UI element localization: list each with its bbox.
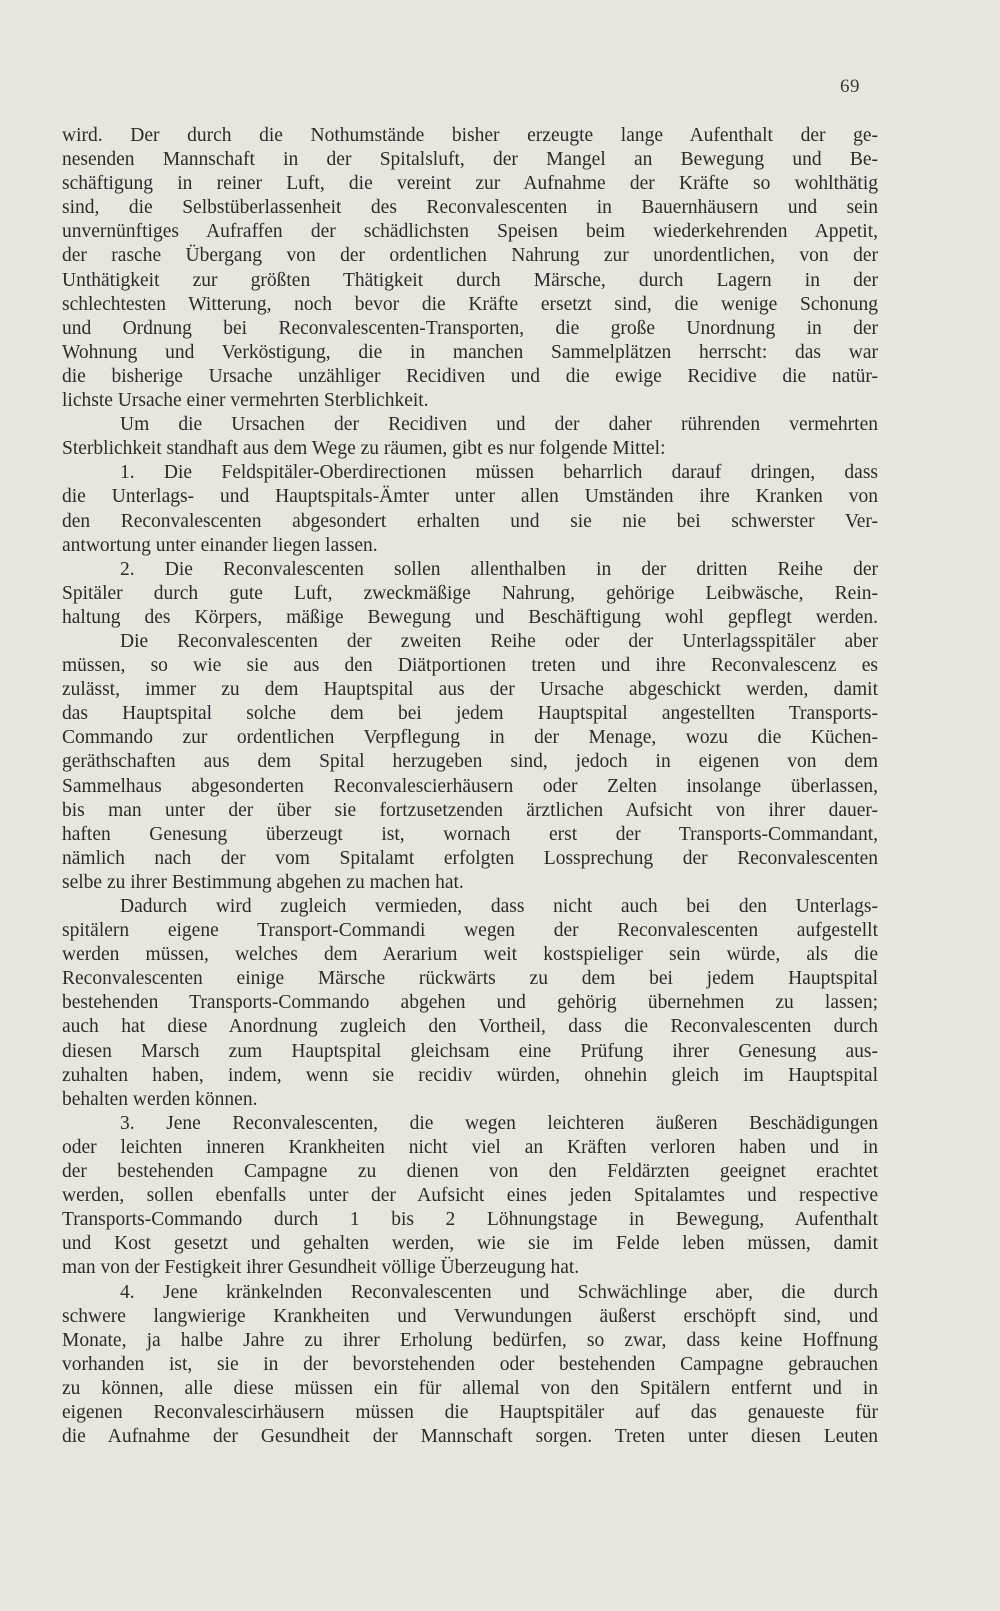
text-line: Monate, ja halbe Jahre zu ihrer Erholung bedürfen, so zwar, dass keine Hoffnung <box>62 1329 878 1351</box>
text-line: das Hauptspital solche dem bei jedem Hauptspital angestellten Transports- <box>62 703 878 725</box>
text-line: Dadurch wird zugleich vermieden, dass nicht auch bei den Unterlags- <box>120 896 878 917</box>
text-line: lichste Ursache einer vermehrten Sterblichkeit. <box>62 390 429 412</box>
text-line: bis man unter der über sie fortzusetzenden ärztlichen Aufsicht von ihrer dauer- <box>62 799 878 821</box>
text-line: zuhalten haben, indem, wenn sie recidiv würden, ohnehin gleich im Hauptspital <box>62 1064 878 1086</box>
text-line: eigenen Reconvalescirhäusern müssen die Hauptspitäler auf das genaueste für <box>62 1401 878 1423</box>
page-number: 69 <box>840 76 860 97</box>
text-line: werden, sollen ebenfalls unter der Aufsicht eines jeden Spitalamtes und respective <box>62 1185 878 1207</box>
text-line: selbe zu ihrer Bestimmung abgehen zu machen hat. <box>62 871 464 893</box>
text-line: Die Reconvalescenten der zweiten Reihe oder der Unterlagsspitäler aber <box>120 630 878 652</box>
text-line: werden müssen, welches dem Aerarium weit kostspieliger sein würde, als die <box>62 944 878 966</box>
text-line: haften Genesung überzeugt ist, wornach erst der Transports-Commandant, <box>62 823 878 845</box>
text-line: nämlich nach der vom Spitalamt erfolgten Lossprechung der Reconvalescenten <box>62 847 878 869</box>
text-line: zu können, alle diese müssen ein für allemal von den Spitälern entfernt und in <box>62 1377 878 1399</box>
text-line: den Reconvalescenten abgesondert erhalten und sie nie bei schwerster Ver- <box>62 510 878 532</box>
text-line: unvernünftiges Aufraffen der schädlichsten Speisen beim wiederkehrenden Appetit, <box>62 221 878 243</box>
text-line: sind, die Selbstüberlassenheit des Reconvalescenten in Bauernhäusern und sein <box>62 197 878 219</box>
text-line: behalten werden können. <box>62 1088 258 1110</box>
text-line: nesenden Mannschaft in der Spitalsluft, der Mangel an Bewegung und Be- <box>62 149 878 171</box>
text-line: auch hat diese Anordnung zugleich den Vortheil, dass die Reconvalescenten durch <box>62 1016 878 1038</box>
text-line: spitälern eigene Transport-Commandi wegen der Reconvalescenten aufgestellt <box>62 920 878 942</box>
text-line: diesen Marsch zum Hauptspital gleichsam eine Prüfung ihrer Genesung aus- <box>62 1040 878 1062</box>
text-line: oder leichten inneren Krankheiten nicht viel an Kräften verloren haben und in <box>62 1136 878 1158</box>
text-line: Sterblichkeit standhaft aus dem Wege zu räumen, gibt es nur folgende Mittel: <box>62 438 666 460</box>
text-line: der rasche Übergang von der ordentlichen Nahrung zur unordentlichen, von der <box>62 245 878 267</box>
text-line: 1. Die Feldspitäler-Oberdirectionen müssen beharrlich darauf dringen, dass <box>120 462 878 484</box>
text-line: geräthschaften aus dem Spital herzugeben sind, jedoch in eigenen von dem <box>62 751 878 773</box>
text-line: Um die Ursachen der Recidiven und der daher rührenden vermehrten <box>120 414 878 436</box>
text-line: Reconvalescenten einige Märsche rückwärts zu dem bei jedem Hauptspital <box>62 968 878 990</box>
text-line: vorhanden ist, sie in der bevorstehenden oder bestehenden Campagne gebrauchen <box>62 1353 878 1375</box>
text-line: die Aufnahme der Gesundheit der Mannschaft sorgen. Treten unter diesen Leuten <box>62 1426 878 1448</box>
text-line: Spitäler durch gute Luft, zweckmäßige Nahrung, gehörige Leibwäsche, Rein- <box>62 582 878 604</box>
text-line: Unthätigkeit zur größten Thätigkeit durch Märsche, durch Lagern in der <box>62 269 878 291</box>
text-line: Transports-Commando durch 1 bis 2 Löhnungstage in Bewegung, Aufenthalt <box>62 1209 878 1231</box>
text-line: antwortung unter einander liegen lassen. <box>62 534 378 556</box>
text-line: müssen, so wie sie aus den Diätportionen treten und ihre Reconvalescenz es <box>62 655 878 677</box>
text-line: die bisherige Ursache unzähliger Recidiven und die ewige Recidive die natür- <box>62 365 878 387</box>
body-text <box>62 124 878 1449</box>
text-line: die Unterlags- und Hauptspitals-Ämter unter allen Umständen ihre Kranken von <box>62 486 878 508</box>
text-line: man von der Festigkeit ihrer Gesundheit völlige Überzeugung hat. <box>62 1257 580 1279</box>
text-line: der bestehenden Campagne zu dienen von den Feldärzten geeignet erachtet <box>62 1161 878 1183</box>
text-line: schlechtesten Witterung, noch bevor die Kräfte ersetzt sind, die wenige Schonung <box>62 293 878 315</box>
text-line: 4. Jene kränkelnden Reconvalescenten und Schwächlinge aber, die durch <box>120 1281 878 1303</box>
text-line: Wohnung und Verköstigung, die in manchen Sammelplätzen herrscht: das war <box>62 341 878 363</box>
text-line: und Kost gesetzt und gehalten werden, wie sie im Felde leben müssen, damit <box>62 1233 878 1255</box>
text-line: bestehenden Transports-Commando abgehen und gehörig übernehmen zu lassen; <box>62 992 878 1014</box>
text-line: haltung des Körpers, mäßige Bewegung und Beschäftigung wohl gepflegt werden. <box>62 606 878 628</box>
text-line: und Ordnung bei Reconvalescenten-Transporten, die große Unordnung in der <box>62 317 878 339</box>
text-line: Sammelhaus abgesonderten Reconvalescierhäusern oder Zelten insolange überlassen, <box>62 775 878 797</box>
text-line: zulässt, immer zu dem Hauptspital aus der Ursache abgeschickt werden, damit <box>62 679 878 701</box>
text-line: schäftigung in reiner Luft, die vereint zur Aufnahme der Kräfte so wohlthätig <box>62 173 878 195</box>
text-line: Commando zur ordentlichen Verpflegung in der Menage, wozu die Küchen- <box>62 727 878 749</box>
text-line: 2. Die Reconvalescenten sollen allenthalben in der dritten Reihe der <box>120 558 878 580</box>
text-line: schwere langwierige Krankheiten und Verwundungen äußerst erschöpft sind, und <box>62 1305 878 1327</box>
text-line: wird. Der durch die Nothumstände bisher erzeugte lange Aufenthalt der ge- <box>62 125 878 146</box>
text-line: 3. Jene Reconvalescenten, die wegen leichteren äußeren Beschädigungen <box>120 1112 878 1134</box>
